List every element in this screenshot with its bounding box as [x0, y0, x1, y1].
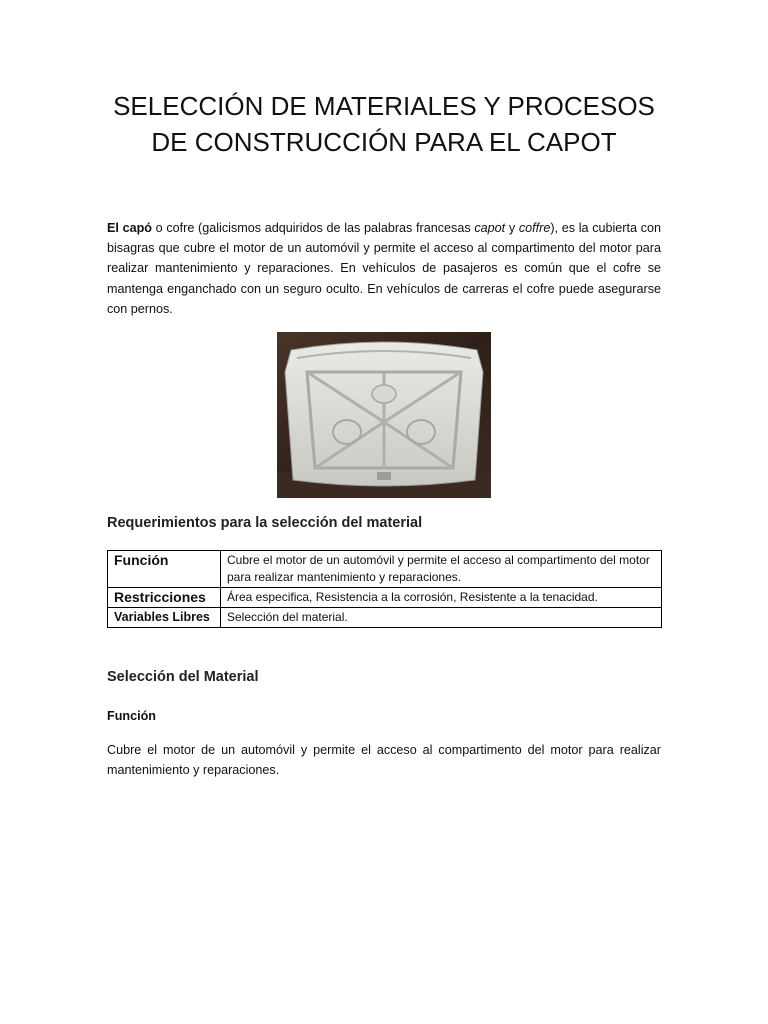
intro-text-3: ), es la cubierta con bisagras que cubre el motor de un automóvil y permite el acceso al compartimento del motor para realizar mantenimiento y reparaciones. En vehículos de pasajeros es común que el cofre se mantenga enganchado con un seguro oculto. En vehículos de carreras el cofre puede asegurarse con pernos.: [107, 221, 661, 316]
title-line-2: DE CONSTRUCCIÓN PARA EL CAPOT: [151, 127, 617, 157]
table-row: [108, 608, 662, 628]
row-key-variables-libres: Variables Libres: [108, 608, 221, 628]
intro-coffre-term: coffre: [518, 221, 551, 235]
requirements-heading: Requerimientos para la selección del material: [107, 515, 423, 531]
intro-text-1: o cofre (galicismos adquiridos de las palabras francesas: [151, 221, 475, 235]
car-hood-illustration: [277, 332, 491, 498]
selection-subheading: Función: [107, 709, 156, 723]
row-value-restricciones: Área especifica, Resistencia a la corrosión, Resistente a la tenacidad.: [221, 588, 662, 608]
intro-text-2: y: [505, 221, 519, 235]
car-hood-photo: [277, 332, 491, 498]
row-key-funcion: Función: [108, 551, 221, 588]
table-row: [108, 551, 662, 588]
requirements-table: [107, 550, 662, 628]
page-title: [60, 88, 708, 160]
row-value-variables-libres: Selección del material.: [221, 608, 662, 628]
intro-capot-term: capot: [474, 221, 506, 235]
selection-paragraph: Cubre el motor de un automóvil y permite el acceso al compartimento del motor para realizar mantenimiento y reparaciones.: [107, 743, 661, 778]
selection-heading: Selección del Material: [107, 669, 259, 685]
title-line-1: SELECCIÓN DE MATERIALES Y PROCESOS: [113, 91, 655, 121]
row-value-funcion: Cubre el motor de un automóvil y permite el acceso al compartimento del motor para realizar mantenimiento y reparaciones.: [221, 551, 662, 588]
intro-paragraph: [107, 218, 661, 319]
intro-bold-lead: El capó: [107, 221, 152, 235]
table-row: [108, 588, 662, 608]
row-key-restricciones: Restricciones: [108, 588, 221, 608]
